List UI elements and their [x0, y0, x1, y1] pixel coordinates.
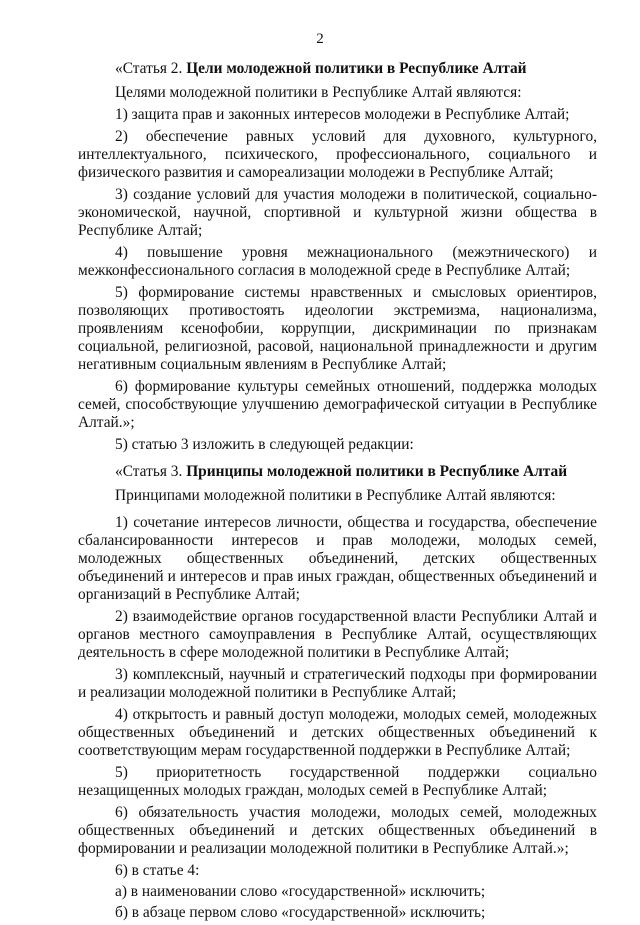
article-2-item-4: 4) повышение уровня межнационального (межэтнического) и межконфессионального согласия в молодежной среде в Республике Алтай;: [78, 244, 597, 279]
article-2-item-3: 3) создание условий для участия молодежи в политической, социально-экономической, научной, спортивной и культурной жизни общества в Республике Алтай;: [78, 186, 597, 239]
document-body: [78, 60, 597, 925]
article-2-heading-prefix: «Статья 2.: [115, 60, 183, 77]
article-2-item-2: 2) обеспечение равных условий для духовного, культурного, интеллектуального, психического, профессионального, социального и физического развития и самореализации молодежи в Республике Алтай;: [78, 128, 597, 181]
article-2-item-5: 5) формирование системы нравственных и смысловых ориентиров, позволяющих противостоять идеологии экстремизма, национализма, проявлениям ксенофобии, коррупции, дискриминации по признакам социальной, религиозной, расовой, национальной принадлежности и другим негативным социальным явлениям в Республике Алтай;: [78, 284, 597, 373]
article-2-intro: Целями молодежной политики в Республике Алтай являются:: [115, 84, 522, 101]
article-3-heading-prefix: «Статья 3.: [115, 463, 183, 480]
amendment-5: 5) статью 3 изложить в следующей редакции:: [115, 436, 414, 453]
article-2-item-1: 1) защита прав и законных интересов молодежи в Республике Алтай;: [115, 106, 570, 123]
article-3-heading: [78, 463, 597, 481]
article-3-item-3: 3) комплексный, научный и стратегический подходы при формировании и реализации молодежной политики в Республике Алтай;: [78, 666, 597, 701]
article-3-item-4: 4) открытость и равный доступ молодежи, молодых семей, молодежных общественных объединений и детских общественных объединений к соответствующим мерам государственной поддержки в Республике Алтай;: [78, 706, 597, 759]
article-2-item-6: 6) формирование культуры семейных отношений, поддержка молодых семей, способствующие улучшению демографической ситуации в Республике Алтай.»;: [78, 378, 597, 431]
article-3-item-6: 6) обязательность участия молодежи, молодых семей, молодежных общественных объединений и детских общественных объединений в формировании и реализации молодежной политики в Республике Алтай.»;: [78, 804, 597, 857]
page-number: 2: [316, 31, 324, 47]
subitem-a: а) в наименовании слово «государственной» исключить;: [115, 883, 486, 900]
article-2-heading: [78, 60, 597, 78]
subitem-b: б) в абзаце первом слово «государственной» исключить;: [115, 904, 486, 921]
article-3-item-5: 5) приоритетность государственной поддержки социально незащищенных молодых граждан, молодых семей в Республике Алтай;: [78, 764, 597, 799]
article-2-heading-title: Цели молодежной политики в Республике Алтай: [186, 60, 527, 77]
article-3-heading-title: Принципы молодежной политики в Республике Алтай: [186, 463, 568, 480]
article-3-item-1: 1) сочетание интересов личности, общества и государства, обеспечение сбалансированности интересов и прав молодежи, молодых семей, молодежных общественных объединений, детских общественных объединений и интересов и прав иных граждан, общественных объединений и организаций в Республике Алтай;: [78, 514, 597, 603]
article-3-item-2: 2) взаимодействие органов государственной власти Республики Алтай и органов местного самоуправления в Республике Алтай, осуществляющих деятельность в сфере молодежной политики в Республике Алтай;: [78, 608, 597, 661]
article-3-intro: Принципами молодежной политики в Республике Алтай являются:: [115, 487, 556, 504]
amendment-6: 6) в статье 4:: [115, 862, 200, 879]
